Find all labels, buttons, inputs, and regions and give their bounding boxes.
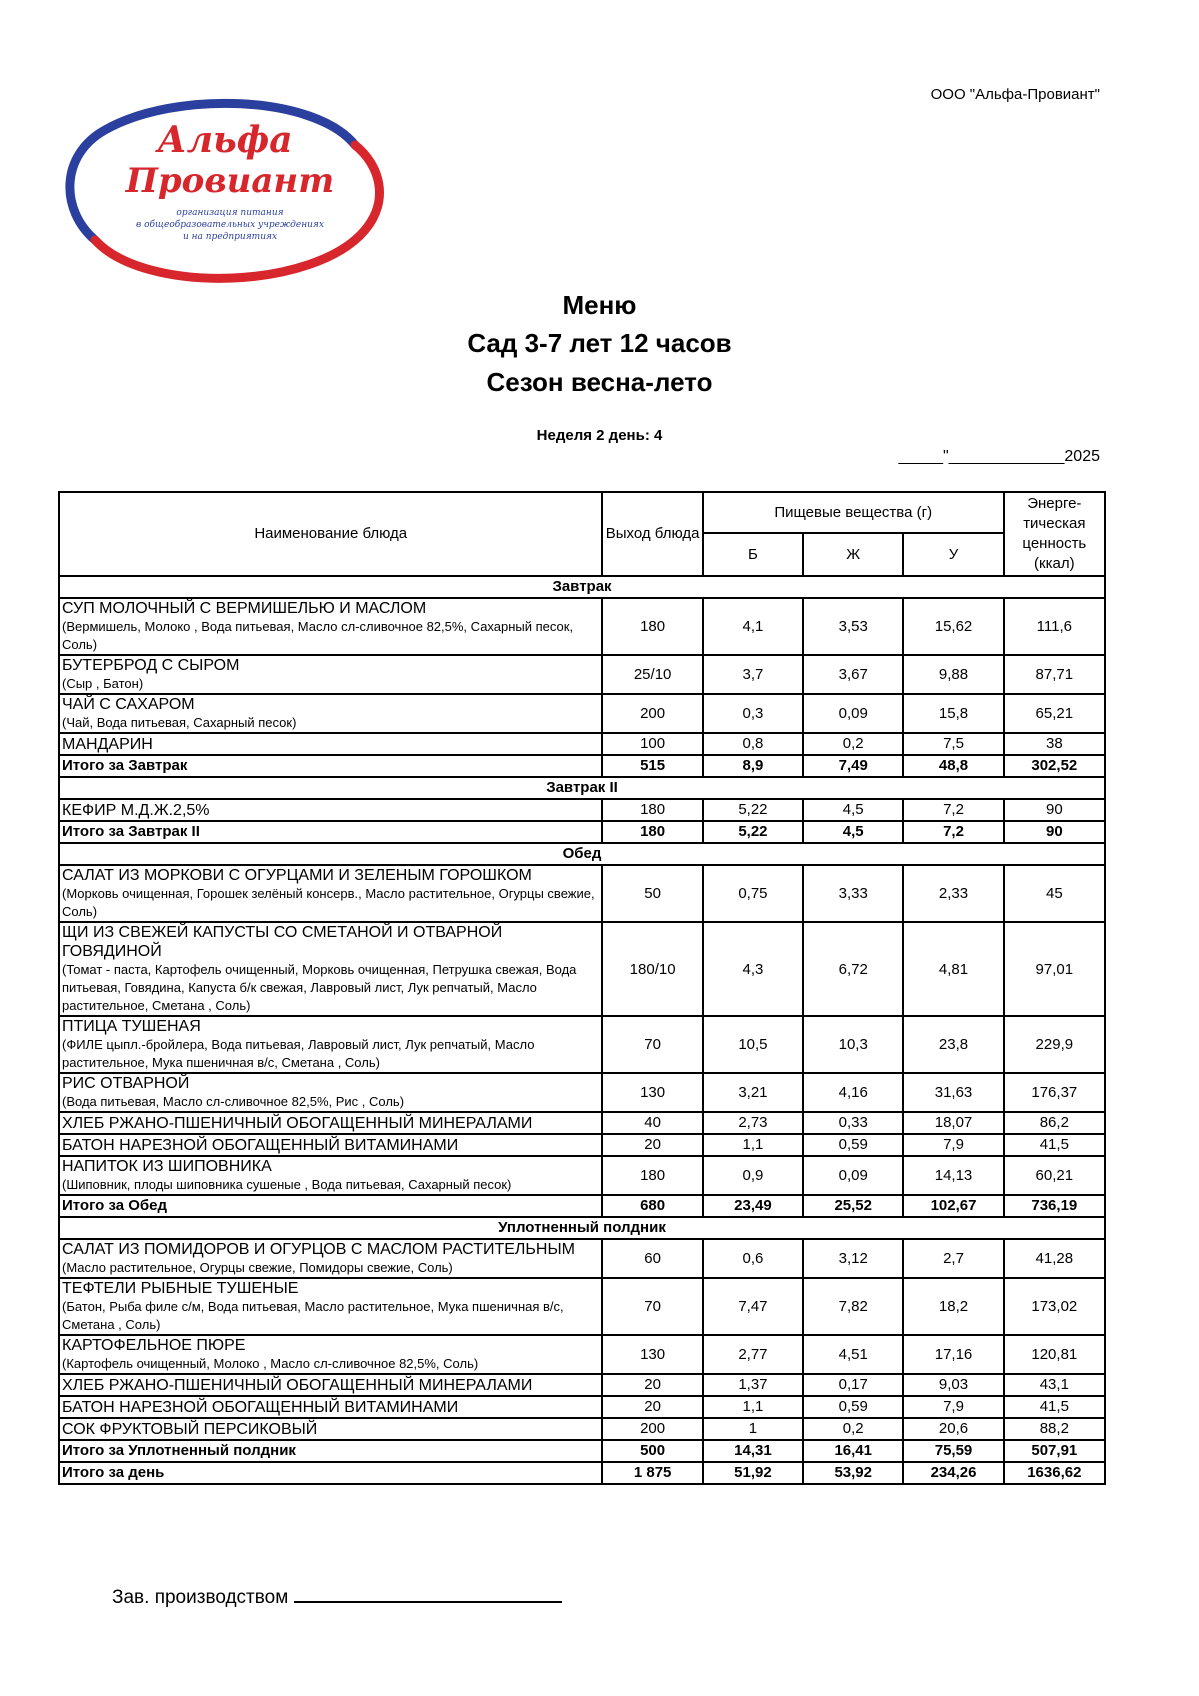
fat-cell: 3,33: [803, 865, 903, 922]
svg-text:в общеобразовательных учрежден: в общеобразовательных учреждениях: [136, 220, 324, 230]
carbs-cell: 23,8: [903, 1016, 1003, 1073]
day-total-protein-cell: 51,92: [703, 1462, 803, 1484]
dish-name: КАРТОФЕЛЬНОЕ ПЮРЕ: [62, 1337, 246, 1354]
section-title: Завтрак II: [59, 777, 1105, 799]
total-output-cell: 180: [602, 821, 702, 843]
total-label: Итого за Завтрак: [59, 755, 602, 777]
dish-name: БУТЕРБРОД С СЫРОМ: [62, 657, 240, 674]
dish-composition: (ФИЛЕ цыпл.-бройлера, Вода питьевая, Лавровый лист, Лук репчатый, Масло растительное, Мука пшеничная в/с, Сметана , Соль): [62, 1037, 535, 1070]
protein-cell: 2,73: [703, 1112, 803, 1134]
section-title: Уплотненный полдник: [59, 1217, 1105, 1239]
fat-cell: 4,51: [803, 1335, 903, 1374]
total-fat-cell: 7,49: [803, 755, 903, 777]
carbs-cell: 31,63: [903, 1073, 1003, 1112]
total-label: Итого за Уплотненный полдник: [59, 1440, 602, 1462]
signature-label: Зав. производством: [112, 1587, 289, 1608]
dish-row: [59, 1396, 1105, 1418]
header-carbs: У: [903, 533, 1003, 576]
output-cell: 180: [602, 598, 702, 655]
dish-composition: (Вермишель, Молоко , Вода питьевая, Масло сл-сливочное 82,5%, Сахарный песок, Соль): [62, 619, 574, 652]
carbs-cell: 7,2: [903, 799, 1003, 821]
dish-row: [59, 922, 1105, 1016]
carbs-cell: 17,16: [903, 1335, 1003, 1374]
week-day-label: Неделя 2 день: 4: [536, 427, 663, 444]
dish-name: СУП МОЛОЧНЫЙ С ВЕРМИШЕЛЬЮ И МАСЛОМ: [62, 600, 427, 617]
energy-cell: 173,02: [1004, 1278, 1105, 1335]
energy-cell: 120,81: [1004, 1335, 1105, 1374]
dish-composition: (Чай, Вода питьевая, Сахарный песок): [62, 715, 297, 730]
fat-cell: 3,12: [803, 1239, 903, 1278]
total-fat-cell: 4,5: [803, 821, 903, 843]
carbs-cell: 7,9: [903, 1134, 1003, 1156]
dish-cell: [59, 733, 602, 755]
total-energy-cell: 507,91: [1004, 1440, 1105, 1462]
dish-cell: [59, 1239, 602, 1278]
day-total-row: [59, 1462, 1105, 1484]
fat-cell: 4,16: [803, 1073, 903, 1112]
dish-name: ХЛЕБ РЖАНО-ПШЕНИЧНЫЙ ОБОГАЩЕННЫЙ МИНЕРАЛАМИ: [62, 1376, 533, 1394]
protein-cell: 3,21: [703, 1073, 803, 1112]
day-total-energy-cell: 1636,62: [1004, 1462, 1105, 1484]
carbs-cell: 20,6: [903, 1418, 1003, 1440]
dish-composition: (Вода питьевая, Масло сл-сливочное 82,5%, Рис , Соль): [62, 1094, 405, 1109]
protein-cell: 0,6: [703, 1239, 803, 1278]
carbs-cell: 2,33: [903, 865, 1003, 922]
total-carbs-cell: 75,59: [903, 1440, 1003, 1462]
dish-name: СОК ФРУКТОВЫЙ ПЕРСИКОВЫЙ: [62, 1420, 318, 1438]
dish-composition: (Томат - паста, Картофель очищенный, Морковь очищенная, Петрушка свежая, Вода питьевая, Говядина, Капуста б/к свежая, Лавровый лист, Лук репчатый, Масло растительное, Сметана , Соль): [62, 962, 577, 1013]
output-cell: 130: [602, 1335, 702, 1374]
dish-row: [59, 1112, 1105, 1134]
total-protein-cell: 5,22: [703, 821, 803, 843]
dish-name: КЕФИР М.Д.Ж.2,5%: [62, 801, 210, 819]
company-name: ООО "Альфа-Провиант": [930, 86, 1100, 103]
output-cell: 20: [602, 1374, 702, 1396]
protein-cell: 4,3: [703, 922, 803, 1016]
dish-name: САЛАТ ИЗ МОРКОВИ С ОГУРЦАМИ И ЗЕЛЕНЫМ ГОРОШКОМ: [62, 867, 532, 884]
dish-row: [59, 1016, 1105, 1073]
output-cell: 20: [602, 1134, 702, 1156]
total-output-cell: 515: [602, 755, 702, 777]
dish-name: САЛАТ ИЗ ПОМИДОРОВ И ОГУРЦОВ С МАСЛОМ РАСТИТЕЛЬНЫМ: [62, 1241, 575, 1258]
protein-cell: 1,1: [703, 1396, 803, 1418]
dish-cell: [59, 598, 602, 655]
energy-cell: 87,71: [1004, 655, 1105, 694]
energy-cell: 86,2: [1004, 1112, 1105, 1134]
date-line: _____"_____________2025: [898, 448, 1100, 465]
total-fat-cell: 16,41: [803, 1440, 903, 1462]
output-cell: 60: [602, 1239, 702, 1278]
energy-cell: 60,21: [1004, 1156, 1105, 1195]
protein-cell: 0,8: [703, 733, 803, 755]
dish-name: ЩИ ИЗ СВЕЖЕЙ КАПУСТЫ СО СМЕТАНОЙ И ОТВАРНОЙ ГОВЯДИНОЙ: [62, 924, 503, 960]
svg-text:Альфа: Альфа: [157, 119, 293, 161]
output-cell: 20: [602, 1396, 702, 1418]
dish-name: НАПИТОК ИЗ ШИПОВНИКА: [62, 1158, 272, 1175]
fat-cell: 3,53: [803, 598, 903, 655]
day-total-carbs-cell: 234,26: [903, 1462, 1003, 1484]
dish-row: [59, 1374, 1105, 1396]
dish-composition: (Сыр , Батон): [62, 676, 144, 691]
section-total-row: [59, 1440, 1105, 1462]
fat-cell: 0,33: [803, 1112, 903, 1134]
carbs-cell: 15,62: [903, 598, 1003, 655]
header-energy: Энерге-тическая ценность (ккал): [1004, 492, 1105, 576]
output-cell: 200: [602, 1418, 702, 1440]
energy-cell: 65,21: [1004, 694, 1105, 733]
dish-cell: [59, 694, 602, 733]
dish-composition: (Шиповник, плоды шиповника сушеные , Вода питьевая, Сахарный песок): [62, 1177, 512, 1192]
carbs-cell: 7,9: [903, 1396, 1003, 1418]
dish-cell: [59, 1112, 602, 1134]
output-cell: 100: [602, 733, 702, 755]
fat-cell: 0,2: [803, 733, 903, 755]
day-total-output-cell: 1 875: [602, 1462, 702, 1484]
dish-name: РИС ОТВАРНОЙ: [62, 1075, 190, 1092]
carbs-cell: 15,8: [903, 694, 1003, 733]
dish-cell: [59, 1073, 602, 1112]
dish-name: БАТОН НАРЕЗНОЙ ОБОГАЩЕННЫЙ ВИТАМИНАМИ: [62, 1136, 459, 1154]
protein-cell: 7,47: [703, 1278, 803, 1335]
total-output-cell: 680: [602, 1195, 702, 1217]
fat-cell: 3,67: [803, 655, 903, 694]
total-label: Итого за Завтрак II: [59, 821, 602, 843]
dish-name: ПТИЦА ТУШЕНАЯ: [62, 1018, 201, 1035]
dish-row: [59, 1278, 1105, 1335]
fat-cell: 0,09: [803, 694, 903, 733]
header-fat: Ж: [803, 533, 903, 576]
fat-cell: 6,72: [803, 922, 903, 1016]
output-cell: 180: [602, 1156, 702, 1195]
carbs-cell: 4,81: [903, 922, 1003, 1016]
dish-cell: [59, 1374, 602, 1396]
section-row: [59, 777, 1105, 799]
dish-cell: [59, 865, 602, 922]
header-name: Наименование блюда: [59, 492, 602, 576]
energy-cell: 41,28: [1004, 1239, 1105, 1278]
dish-cell: [59, 655, 602, 694]
svg-text:организация питания: организация питания: [176, 208, 284, 218]
total-protein-cell: 23,49: [703, 1195, 803, 1217]
dish-row: [59, 1239, 1105, 1278]
dish-composition: (Масло растительное, Огурцы свежие, Помидоры свежие, Соль): [62, 1260, 453, 1275]
dish-cell: [59, 922, 602, 1016]
carbs-cell: 18,2: [903, 1278, 1003, 1335]
season-title: Сезон весна-лето: [486, 367, 713, 397]
protein-cell: 1,1: [703, 1134, 803, 1156]
carbs-cell: 18,07: [903, 1112, 1003, 1134]
dish-name: ТЕФТЕЛИ РЫБНЫЕ ТУШЕНЫЕ: [62, 1280, 299, 1297]
protein-cell: 10,5: [703, 1016, 803, 1073]
fat-cell: 0,59: [803, 1396, 903, 1418]
protein-cell: 5,22: [703, 799, 803, 821]
total-energy-cell: 302,52: [1004, 755, 1105, 777]
total-energy-cell: 90: [1004, 821, 1105, 843]
total-protein-cell: 8,9: [703, 755, 803, 777]
output-cell: 70: [602, 1016, 702, 1073]
menu-table: [58, 491, 1106, 1485]
energy-cell: 176,37: [1004, 1073, 1105, 1112]
output-cell: 70: [602, 1278, 702, 1335]
energy-cell: 88,2: [1004, 1418, 1105, 1440]
fat-cell: 10,3: [803, 1016, 903, 1073]
dish-row: [59, 1073, 1105, 1112]
total-energy-cell: 736,19: [1004, 1195, 1105, 1217]
total-label: Итого за Обед: [59, 1195, 602, 1217]
output-cell: 180/10: [602, 922, 702, 1016]
dish-cell: [59, 799, 602, 821]
protein-cell: 2,77: [703, 1335, 803, 1374]
carbs-cell: 9,88: [903, 655, 1003, 694]
header-protein: Б: [703, 533, 803, 576]
energy-cell: 41,5: [1004, 1396, 1105, 1418]
dish-name: БАТОН НАРЕЗНОЙ ОБОГАЩЕННЫЙ ВИТАМИНАМИ: [62, 1398, 459, 1416]
header-nutrients: Пищевые вещества (г): [703, 492, 1004, 533]
output-cell: 25/10: [602, 655, 702, 694]
total-carbs-cell: 7,2: [903, 821, 1003, 843]
protein-cell: 1,37: [703, 1374, 803, 1396]
total-carbs-cell: 48,8: [903, 755, 1003, 777]
energy-cell: 43,1: [1004, 1374, 1105, 1396]
energy-cell: 111,6: [1004, 598, 1105, 655]
fat-cell: 0,59: [803, 1134, 903, 1156]
energy-cell: 38: [1004, 733, 1105, 755]
section-total-row: [59, 755, 1105, 777]
section-title: Обед: [59, 843, 1105, 865]
dish-row: [59, 655, 1105, 694]
dish-row: [59, 598, 1105, 655]
fat-cell: 4,5: [803, 799, 903, 821]
menu-body: [59, 576, 1105, 1484]
dish-row: [59, 733, 1105, 755]
signature-block: [112, 1587, 562, 1609]
output-cell: 180: [602, 799, 702, 821]
svg-text:Провиант: Провиант: [125, 161, 335, 201]
dish-composition: (Картофель очищенный, Молоко , Масло сл-сливочное 82,5%, Соль): [62, 1356, 479, 1371]
dish-cell: [59, 1396, 602, 1418]
total-carbs-cell: 102,67: [903, 1195, 1003, 1217]
section-row: [59, 576, 1105, 598]
dish-row: [59, 865, 1105, 922]
dish-row: [59, 1418, 1105, 1440]
day-total-fat-cell: 53,92: [803, 1462, 903, 1484]
header-output: Выход блюда: [602, 492, 702, 576]
section-row: [59, 843, 1105, 865]
dish-cell: [59, 1418, 602, 1440]
dish-composition: (Батон, Рыба филе с/м, Вода питьевая, Масло растительное, Мука пшеничная в/с, Сметана , Соль): [62, 1299, 564, 1332]
fat-cell: 0,09: [803, 1156, 903, 1195]
dish-name: ХЛЕБ РЖАНО-ПШЕНИЧНЫЙ ОБОГАЩЕННЫЙ МИНЕРАЛАМИ: [62, 1114, 533, 1132]
dish-name: МАНДАРИН: [62, 735, 153, 753]
energy-cell: 90: [1004, 799, 1105, 821]
output-cell: 50: [602, 865, 702, 922]
dish-composition: (Морковь очищенная, Горошек зелёный консерв., Масло растительное, Огурцы свежие, Соль): [62, 886, 595, 919]
total-output-cell: 500: [602, 1440, 702, 1462]
dish-row: [59, 1134, 1105, 1156]
fat-cell: 7,82: [803, 1278, 903, 1335]
signature-line: [294, 1587, 562, 1603]
fat-cell: 0,17: [803, 1374, 903, 1396]
page-subtitle: Сад 3-7 лет 12 часов: [467, 328, 732, 358]
energy-cell: 45: [1004, 865, 1105, 922]
day-total-label: Итого за день: [59, 1462, 602, 1484]
dish-cell: [59, 1134, 602, 1156]
dish-name: ЧАЙ С САХАРОМ: [62, 696, 195, 713]
protein-cell: 0,9: [703, 1156, 803, 1195]
output-cell: 200: [602, 694, 702, 733]
dish-cell: [59, 1156, 602, 1195]
section-row: [59, 1217, 1105, 1239]
energy-cell: 229,9: [1004, 1016, 1105, 1073]
dish-row: [59, 799, 1105, 821]
dish-cell: [59, 1278, 602, 1335]
carbs-cell: 2,7: [903, 1239, 1003, 1278]
output-cell: 40: [602, 1112, 702, 1134]
protein-cell: 0,3: [703, 694, 803, 733]
total-protein-cell: 14,31: [703, 1440, 803, 1462]
protein-cell: 4,1: [703, 598, 803, 655]
section-title: Завтрак: [59, 576, 1105, 598]
section-total-row: [59, 821, 1105, 843]
protein-cell: 0,75: [703, 865, 803, 922]
energy-cell: 97,01: [1004, 922, 1105, 1016]
company-logo: [55, 90, 390, 290]
output-cell: 130: [602, 1073, 702, 1112]
protein-cell: 1: [703, 1418, 803, 1440]
energy-cell: 41,5: [1004, 1134, 1105, 1156]
dish-row: [59, 694, 1105, 733]
dish-cell: [59, 1335, 602, 1374]
total-fat-cell: 25,52: [803, 1195, 903, 1217]
section-total-row: [59, 1195, 1105, 1217]
carbs-cell: 9,03: [903, 1374, 1003, 1396]
carbs-cell: 7,5: [903, 733, 1003, 755]
protein-cell: 3,7: [703, 655, 803, 694]
dish-row: [59, 1156, 1105, 1195]
svg-text:и на предприятиях: и на предприятиях: [182, 232, 278, 242]
page-title: Меню: [562, 290, 637, 320]
dish-row: [59, 1335, 1105, 1374]
fat-cell: 0,2: [803, 1418, 903, 1440]
dish-cell: [59, 1016, 602, 1073]
carbs-cell: 14,13: [903, 1156, 1003, 1195]
